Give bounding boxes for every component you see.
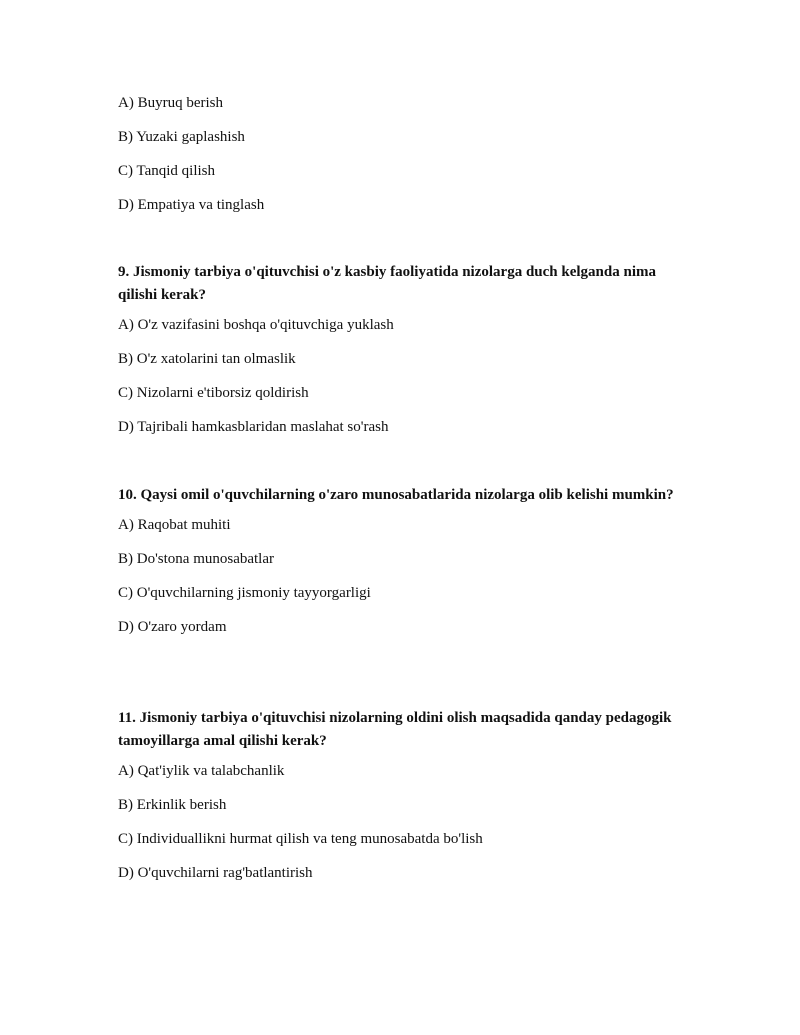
previous-question-options: [118, 93, 698, 229]
question-text: 9. Jismoniy tarbiya o'qituvchisi o'z kasbiy faoliyatida nizolarga duch kelganda nima qilishi kerak?: [118, 264, 656, 303]
option-b: B) Erkinlik berish: [118, 797, 227, 813]
option-d: D) O'quvchilarni rag'batlantirish: [118, 865, 313, 881]
option-a: A) Raqobat muhiti: [118, 517, 231, 533]
option-b: B) Do'stona munosabatlar: [118, 551, 275, 567]
question-text: 11. Jismoniy tarbiya o'qituvchisi nizolarning oldini olish maqsadida qanday pedagogik tamoyillarga amal qilishi kerak?: [118, 710, 672, 749]
option-c: C) O'quvchilarning jismoniy tayyorgarligi: [118, 585, 371, 601]
option-a: A) Qat'iylik va talabchanlik: [118, 763, 285, 779]
option-c: C) Nizolarni e'tiborsiz qoldirish: [118, 385, 309, 401]
option-b: B) Yuzaki gaplashish: [118, 129, 245, 145]
question-10: [118, 484, 698, 651]
question-text: 10. Qaysi omil o'quvchilarning o'zaro munosabatlarida nizolarga olib kelishi mumkin?: [118, 487, 674, 503]
option-d: D) Empatiya va tinglash: [118, 197, 265, 213]
question-11: [118, 707, 698, 897]
option-c: C) Tanqid qilish: [118, 163, 216, 179]
option-d: D) O'zaro yordam: [118, 619, 227, 635]
option-a: A) O'z vazifasini boshqa o'qituvchiga yuklash: [118, 317, 394, 333]
option-d: D) Tajribali hamkasblaridan maslahat so'rash: [118, 419, 389, 435]
question-9: [118, 261, 698, 451]
option-b: B) O'z xatolarini tan olmaslik: [118, 351, 296, 367]
option-c: C) Individuallikni hurmat qilish va teng munosabatda bo'lish: [118, 831, 483, 847]
option-a: A) Buyruq berish: [118, 95, 223, 111]
